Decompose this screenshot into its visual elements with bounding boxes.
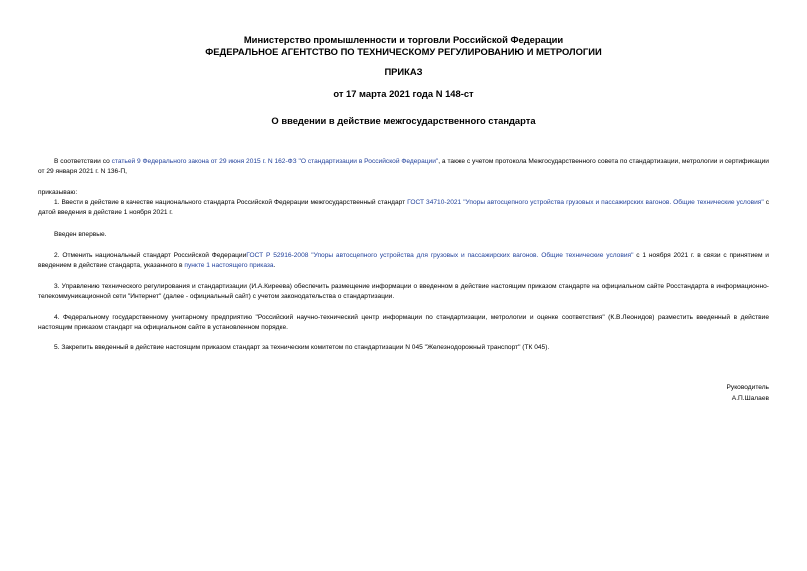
agency-name: ФЕДЕРАЛЬНОЕ АГЕНТСТВО ПО ТЕХНИЧЕСКОМУ РЕГУЛИРОВАНИЮ И МЕТРОЛОГИИ	[205, 46, 602, 57]
paragraph-item-2	[38, 251, 769, 271]
signature-title: Руководитель	[726, 384, 769, 391]
ministry-name: Министерство промышленности и торговли Российской Федерации	[243, 34, 564, 45]
paragraph-item-1	[38, 198, 769, 218]
item-1-link[interactable]: пункте 1 настоящего приказа	[184, 262, 274, 269]
document-date-number: от 17 марта 2021 года N 148-ст	[333, 88, 474, 99]
paragraph-preamble	[38, 157, 769, 177]
paragraph-text: с датой введения в действие 1 ноября 2021 г.	[38, 199, 769, 216]
signature-name: А.П.Шалаев	[731, 395, 769, 402]
document-type: ПРИКАЗ	[384, 66, 423, 77]
paragraph-order: приказываю:	[38, 189, 78, 196]
paragraph-text: , а также с учетом протокола Межгосударственного совета по стандартизации, метрологии и сертификации от 29 января 2021 г. N 136-П,	[38, 158, 769, 175]
paragraph-note: Введен впервые.	[54, 231, 107, 238]
paragraph-text: 1. Ввести в действие в качестве национального стандарта Российской Федерации межгосударственный стандарт	[54, 199, 408, 206]
paragraph-text: .	[273, 262, 276, 269]
paragraph-item-5: 5. Закрепить введенный в действие настоящим приказом стандарт за техническим комитетом по стандартизации N 045 "Железнодорожный транспорт" (ТК 045).	[54, 344, 550, 351]
gost-r-52916-link[interactable]: ГОСТ Р 52916-2008 "Упоры автосцепного устройства для грузовых и пассажирских вагонов. Общие технические условия"	[246, 252, 634, 259]
paragraph-text: 2. Отменить национальный стандарт Российской Федерации	[54, 252, 247, 259]
document-page	[38, 0, 769, 571]
law-link[interactable]: статьей 9 Федерального закона от 29 июня 2015 г. N 162-ФЗ "О стандартизации в Российской Федерации"	[111, 158, 439, 165]
gost-34710-link[interactable]: ГОСТ 34710-2021 "Упоры автосцепного устройства грузовых и пассажирских вагонов. Общие технические условия"	[407, 199, 764, 206]
document-subject: О введении в действие межгосударственного стандарта	[271, 115, 536, 126]
paragraph-item-4: 4. Федеральному государственному унитарному предприятию "Российский научно-технический центр информации по стандартизации, метрологии и оценке соответствия" (К.В.Леонидов) разместить введенный в действие настоящим приказом стандарт на официальном сайте в установленном порядке.	[38, 314, 769, 331]
paragraph-text: В соответствии со	[54, 158, 112, 165]
paragraph-item-3: 3. Управлению технического регулирования и стандартизации (И.А.Киреева) обеспечить размещение информации о введенном в действие настоящим приказом стандарте на официальном сайте Росстандарта в информационно-телекоммуникационной сети "Интернет" (далее - официальный сайт) с учетом законодательства о стандартизации.	[38, 283, 769, 300]
paragraph-text: с 1 ноября 2021 г. в связи с принятием и введением в действие стандарта, указанного в	[38, 252, 769, 269]
